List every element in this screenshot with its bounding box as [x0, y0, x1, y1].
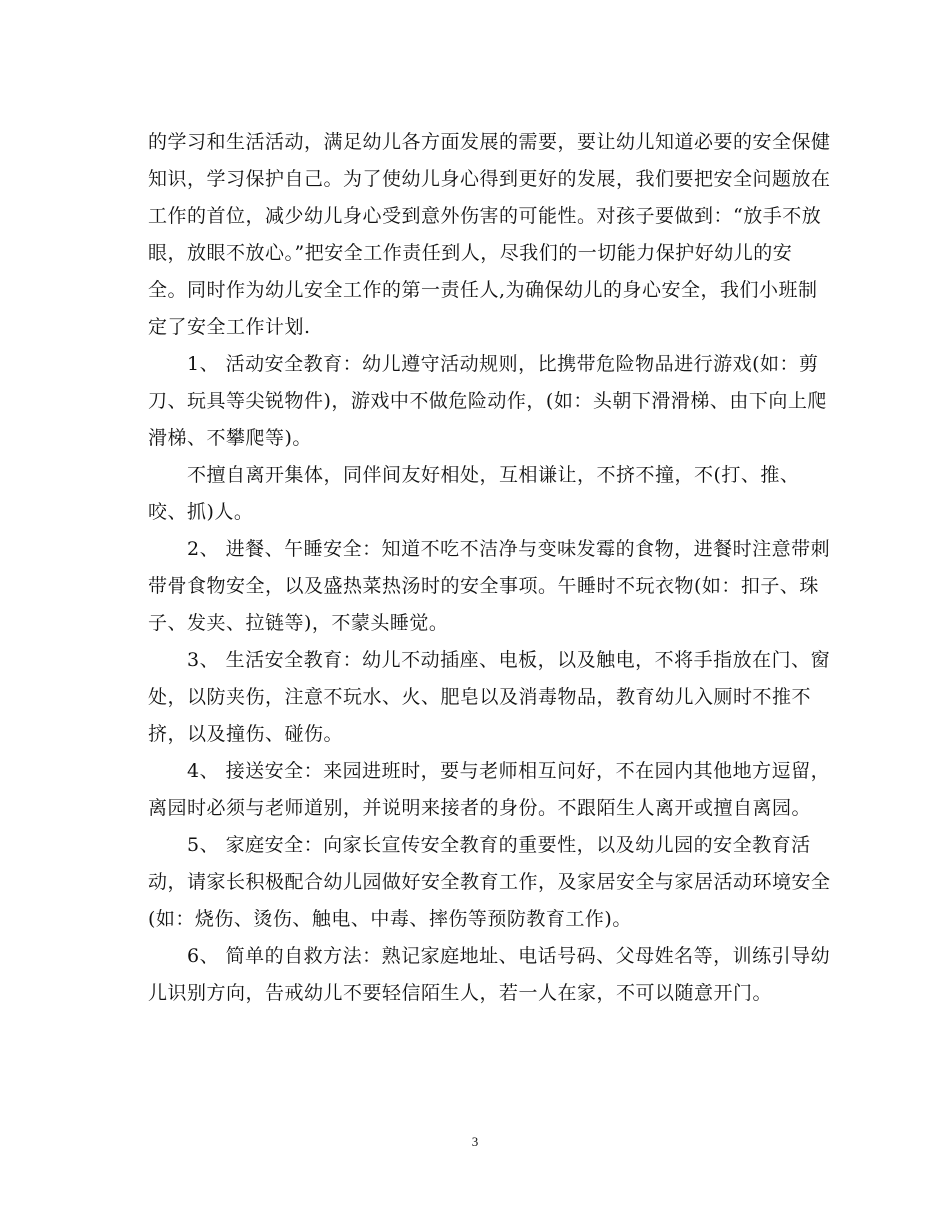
paragraph-start-line: 6、 简单的自救方法：熟记家庭地址、电话号码、父母姓名等，训练引导幼: [187, 945, 831, 967]
paragraph-start-line: 4、 接送安全：来园进班时，要与老师相互问好，不在园内其他地方逗留，: [187, 760, 831, 782]
page-number: 3: [471, 1134, 479, 1149]
text-line: 工作的首位，减少幼儿身心受到意外伤害的可能性。对孩子要做到：“放手不放: [148, 205, 822, 227]
text-line: 挤，以及撞伤、碰伤。: [148, 723, 344, 745]
text-line: 动，请家长积极配合幼儿园做好安全教育工作，及家居安全与家居活动环境安全: [148, 871, 831, 893]
paragraph-start-line: 1、 活动安全教育：幼儿遵守活动规则，比携带危险物品进行游戏(如：剪: [187, 353, 819, 375]
text-line: 滑梯、不攀爬等)。: [148, 427, 312, 449]
text-line: 定了安全工作计划.: [148, 316, 311, 338]
text-line: 离园时必须与老师道别，并说明来接者的身份。不跟陌生人离开或擅自离园。: [148, 797, 812, 819]
text-line: 刀、玩具等尖锐物件)，游戏中不做危险动作，(如：头朝下滑滑梯、由下向上爬: [148, 390, 827, 412]
paragraph-start-line: 3、 生活安全教育：幼儿不动插座、电板，以及触电，不将手指放在门、窗: [187, 649, 831, 671]
text-line: 眼，放眼不放心。”把安全工作责任到人，尽我们的一切能力保护好幼儿的安: [148, 242, 793, 264]
text-line: (如：烧伤、烫伤、触电、中毒、摔伤等预防教育工作)。: [148, 908, 632, 930]
document-body: [148, 124, 831, 1012]
text-line: 知识，学习保护自己。为了使幼儿身心得到更好的发展，我们要把安全问题放在: [148, 168, 831, 190]
paragraph-start-line: 不擅自离开集体，同伴间友好相处，互相谦让，不挤不撞，不(打、推、: [187, 464, 800, 486]
text-line: 儿识别方向，告戒幼儿不要轻信陌生人，若一人在家，不可以随意开门。: [148, 982, 773, 1004]
text-line: 带骨食物安全，以及盛热菜热汤时的安全事项。午睡时不玩衣物(如：扣子、珠: [148, 575, 819, 597]
text-line: 处，以防夹伤，注意不玩水、火、肥皂以及消毒物品，教育幼儿入厕时不推不: [148, 686, 812, 708]
text-line: 子、发夹、拉链等)，不蒙头睡觉。: [148, 612, 449, 634]
text-line: 全。同时作为幼儿安全工作的第一责任人,为确保幼儿的身心安全，我们小班制: [148, 279, 818, 301]
paragraph-start-line: 2、 进餐、午睡安全：知道不吃不洁净与变味发霉的食物，进餐时注意带刺: [187, 538, 831, 560]
paragraph-start-line: 5、 家庭安全：向家长宣传安全教育的重要性，以及幼儿园的安全教育活: [187, 834, 811, 856]
text-line: 的学习和生活活动，满足幼儿各方面发展的需要，要让幼儿知道必要的安全保健: [148, 131, 831, 153]
text-line: 咬、抓)人。: [148, 501, 254, 523]
